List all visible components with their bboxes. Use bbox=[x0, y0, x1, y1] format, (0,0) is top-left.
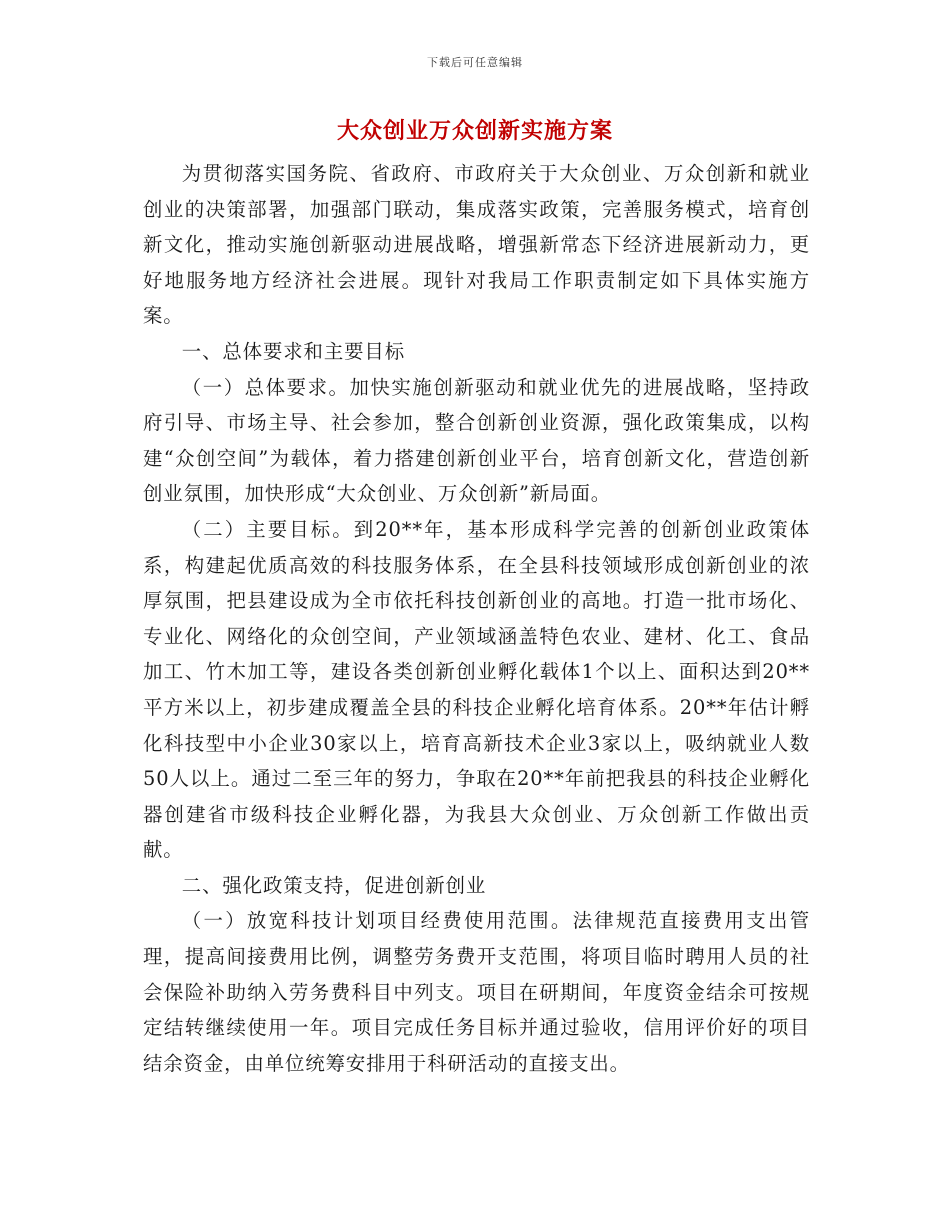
document-body bbox=[143, 156, 810, 1081]
section-heading-2: 二、强化政策支持，促进创新创业 bbox=[181, 873, 487, 897]
header-note: 下载后可任意编辑 bbox=[427, 56, 523, 69]
document-title: 大众创业万众创新实施方案 bbox=[336, 118, 613, 144]
paragraph-main-goals: （二）主要目标。到20**年，基本形成科学完善的创新创业政策体系，构建起优质高效的科技服务体系，在全县科技领域形成创新创业的浓厚氛围，把县建设成为全市依托科技创新创业的高地。打造一批市场化、专业化、网络化的众创空间，产业领域涵盖特色农业、建材、化工、食品加工、竹木加工等，建设各类创新创业孵化载体1个以上、面积达到20**平方米以上，初步建成覆盖全县的科技企业孵化培育体系。20**年估计孵化科技型中小企业30家以上，培育高新技术企业3家以上，吸纳就业人数50人以上。通过二至三年的努力，争取在20**年前把我县的科技企业孵化器创建省市级科技企业孵化器，为我县大众创业、万众创新工作做出贡献。 bbox=[143, 517, 810, 862]
paragraph-funding-scope: （一）放宽科技计划项目经费使用范围。法律规范直接费用支出管理，提高间接费用比例，调整劳务费开支范围，将项目临时聘用人员的社会保险补助纳入劳务费科目中列支。项目在研期间，年度资金结余可按规定结转继续使用一年。项目完成任务目标并通过验收，信用评价好的项目结余资金，由单位统筹安排用于科研活动的直接支出。 bbox=[143, 909, 810, 1075]
paragraph-intro: 为贯彻落实国务院、省政府、市政府关于大众创业、万众创新和就业创业的决策部署，加强部门联动，集成落实政策，完善服务模式，培育创新文化，推动实施创新驱动进展战略，增强新常态下经济进展新动力，更好地服务地方经济社会进展。现针对我局工作职责制定如下具体实施方案。 bbox=[143, 162, 810, 328]
paragraph-general-requirements: （一）总体要求。加快实施创新驱动和就业优先的进展战略，坚持政府引导、市场主导、社会参加，整合创新创业资源，强化政策集成，以构建“众创空间”为载体，着力搭建创新创业平台，培育创新文化，营造创新创业氛围，加快形成“大众创业、万众创新”新局面。 bbox=[143, 375, 810, 506]
section-heading-1: 一、总体要求和主要目标 bbox=[181, 339, 405, 363]
